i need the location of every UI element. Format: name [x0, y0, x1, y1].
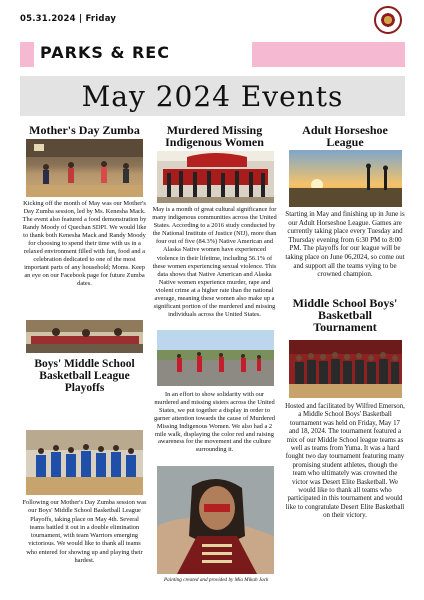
date-line	[20, 14, 116, 24]
horseshoe-photo-art	[289, 150, 402, 207]
mmiw-text: May is a month of great cultural significance for many indigenous communities across the United States. According to a 2016 study conducted by the National Institute of Justice (NIJ), more than four out of five (84.3%) Native American and Alaska Native women have experienced violence in their lifetime, including 56.1% of these women experiencing sexual violence. This data shows that Native American and Alaska Native women experience murder, rape and violent crime at a higher rate than the national average, meaning these women also make up a significant portion of the murdered and missing individuals across the United States.	[152, 206, 277, 319]
date-text: 05.31.2024	[20, 14, 76, 24]
tournament-team-photo-art	[289, 340, 402, 398]
section-bar	[252, 42, 405, 67]
zumba-text: Kicking off the month of May was our Mother's Day Zumba session, led by Ms. Kenesha Mack. The event also featured a food demonstration by Randy Moody of Quechan SDPI. We would like to thank both Kenesha Mack and Randy Moody for choosing to spend their time with us in a relaxed environment filled with fun, food and a celebration dedicated to one of the most important parts of any household; Moms. Keep an eye on our Facebook page for future Zumba dates.	[22, 200, 147, 287]
mmiw-display-photo-art	[157, 151, 274, 203]
section-accent	[20, 42, 34, 67]
page-title: May 2024 Events	[81, 79, 344, 113]
mmiw-heading: Murdered Missing Indigenous Women	[165, 123, 264, 149]
zumba-photo	[26, 139, 143, 197]
painting-caption: Painting created and provided by Mia Mikah Jack	[164, 577, 269, 583]
playoffs-text: Following our Mother's Day Zumba session was our Boys' Middle School Basketball League Playoffs, taking place on May 4th. Several teams battled it out in a double elimination tournament, with team Warriors emerging victorious. We would like to thank all teams who entered for showing up and playing their hardest.	[22, 499, 147, 565]
mmiw-painting	[157, 466, 274, 574]
horseshoe-heading: Adult Horseshoe League	[302, 123, 388, 149]
tournament-team-photo	[289, 340, 402, 398]
food-demo-photo	[26, 320, 143, 353]
zumba-photo-art	[26, 139, 143, 197]
walk-photo-art	[157, 330, 274, 386]
tournament-heading: Middle School Boys' Basketball Tournament	[292, 296, 398, 334]
mmiw-display-photo	[157, 151, 274, 203]
food-demo-photo-art	[26, 320, 143, 353]
day-text: Friday	[85, 14, 117, 24]
page-banner	[20, 76, 405, 116]
zumba-heading: Mother's Day Zumba	[29, 123, 140, 137]
tribal-seal-logo	[374, 6, 402, 34]
walk-photo	[157, 330, 274, 386]
mmiw-painting-art	[157, 466, 274, 574]
playoffs-heading: Boys' Middle School Basketball League Playoffs	[34, 358, 135, 394]
horseshoe-text: Starting in May and finishing up in June is our Adult Horseshoe League. Games are currently taking place every Tuesday and Thursday evening from 6:30 PM to 8:00 PM. The playoffs for our league will be taking place on June 06,2024, so come out and support all the teams vying to be crowned champion.	[285, 210, 405, 279]
walk-text: In an effort to show solidarity with our murdered and missing sisters across the United States, we put together a display in order to garner attention towards the cause of Murdered Missing Indigenous Women. We also had a 2 mile walk, displaying the color red and raising awareness for the movement and the culture surrounding it.	[153, 391, 276, 454]
horseshoe-photo	[289, 150, 402, 207]
tournament-text: Hosted and facilitated by Wilfred Emerson, a Middle School Boys' Basketball tournament was held on Friday, May 17 and 18, 2024. The tournament featured a mix of our Middle School league teams as well as teams from Yuma. It was a hard fought two day tournament featuring many promising student athletes, though the team who ultimately was crowned the victor was Desert Elite Basketball. We would like to thank all teams who participated in this tournament and would like to congratulate Desert Elite Basketball on their victory.	[285, 403, 405, 520]
playoffs-team-photo	[26, 430, 143, 495]
playoffs-team-photo-art	[26, 430, 143, 495]
section-title: PARKS & REC	[40, 43, 170, 62]
date-separator: |	[78, 14, 83, 24]
